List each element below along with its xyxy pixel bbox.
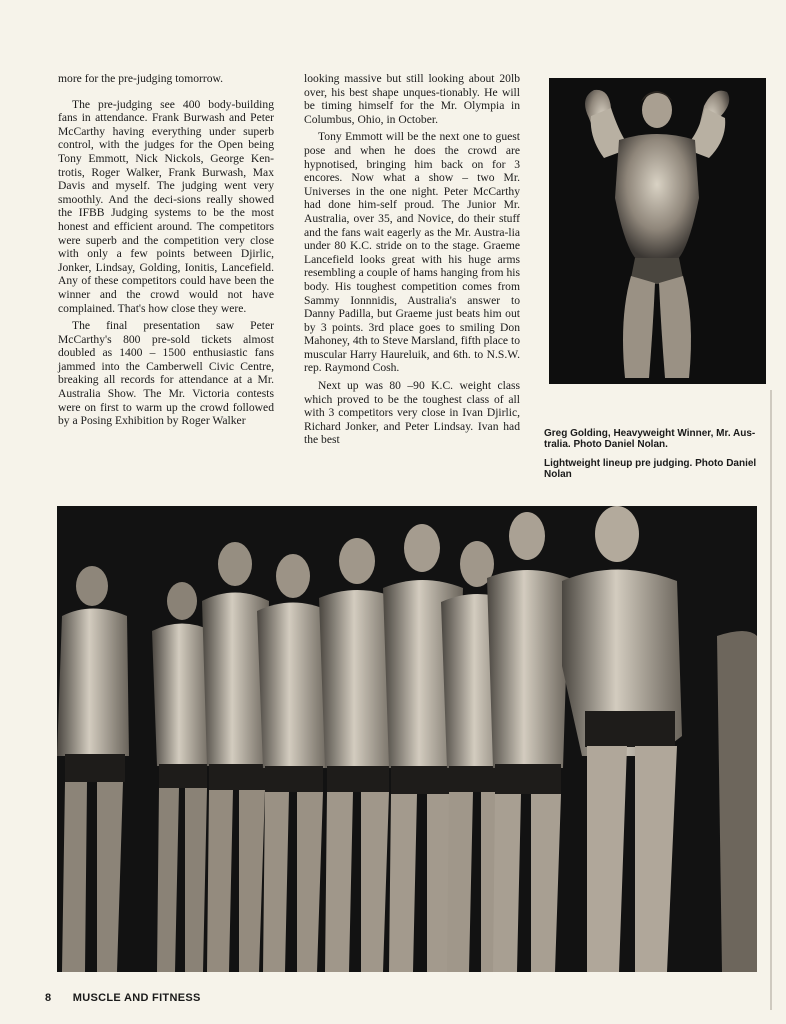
bodybuilder-pose-photo xyxy=(549,78,766,384)
lineup-silhouettes xyxy=(57,506,757,972)
article-column-2 xyxy=(304,72,520,451)
paragraph: The final presentation saw Peter McCarthy's 800 pre-sold tickets almost doubled as 1400 – 1500 enthusiastic fans jammed into the Camberwell Civic Centre, breaking all records for attendance at a Mr. Australia Show. The Mr. Victoria contests were on first to warm up the crowd followed by a Posing Exhibition by Roger Walker xyxy=(58,319,274,428)
page-number: 8 xyxy=(45,992,52,1004)
caption-bottom-photo: Lightweight lineup pre judging. Photo Daniel Nolan xyxy=(544,457,757,481)
page-footer xyxy=(45,992,201,1004)
photo-captions xyxy=(544,428,766,488)
magazine-title: MUSCLE AND FITNESS xyxy=(72,992,201,1004)
paragraph: Next up was 80 –90 K.C. weight class which proved to be the toughest class of all with 3 competitors very close in Ivan Djirlic, Richard Jonker, and Peter Lindsay. Ivan had the best xyxy=(304,379,520,447)
paragraph: The pre-judging see 400 body-building fans in attendance. Frank Burwash and Peter McCarthy having everything under superb control, with the judges for the Open being Tony Emmott, Nick Nickols, George Ken-trotis, Roger Walker, Frank Burwash, Max Davis and myself. The judging went very smoothly. And the deci-sions really showed the IFBB Judging systems to be the most honest and efficient around. The competitors were superb and the competition very close with only a few points between Djirlic, Jonker, Lindsay, Golding, Ionitis, Lancefield. Any of these competitors could have been the winner and the crowd would not have complained. That's how close they were. xyxy=(58,97,274,315)
article-column-1 xyxy=(58,72,274,432)
paragraph: looking massive but still looking about 20lb over, his best shape unques-tionably. He will be timing himself for the Mr. Olympia in Columbus, Ohio, in October. xyxy=(304,72,520,126)
caption-top-photo: Greg Golding, Heavyweight Winner, Mr. Aus-tralia. Photo Daniel Nolan. xyxy=(544,428,756,451)
page-edge-shadow xyxy=(770,390,772,1010)
paragraph: Tony Emmott will be the next one to guest pose and when he does the crowd are hypnotised, bringing him back on for 3 encores. Now what a show – two Mr. Universes in the one night. Peter McCarthy had done him-self proud. The Junior Mr. Australia, over 35, and Novice, do their stuff and the fans wait eagerly as the Mr. Austra-lia under 80 K.C. stride on to the stage. Graeme Lancefield looks great with his huge arms resembling a couple of hams hanging from his body. His toughest competition comes from Sammy Ionnnidis, Australia's answer to Danny Padilla, but Graeme just beats him out by 3 points. 3rd place goes to smiling Don Mahoney, 4th to Steve Marsland, fifth place to muscular Harry Haureluik, and 6th. to N.S.W. rep. Raymond Cosh. xyxy=(304,130,520,375)
bodybuilder-silhouette xyxy=(549,78,766,384)
lineup-photo xyxy=(57,506,757,972)
paragraph: more for the pre-judging tomorrow. xyxy=(58,72,224,85)
